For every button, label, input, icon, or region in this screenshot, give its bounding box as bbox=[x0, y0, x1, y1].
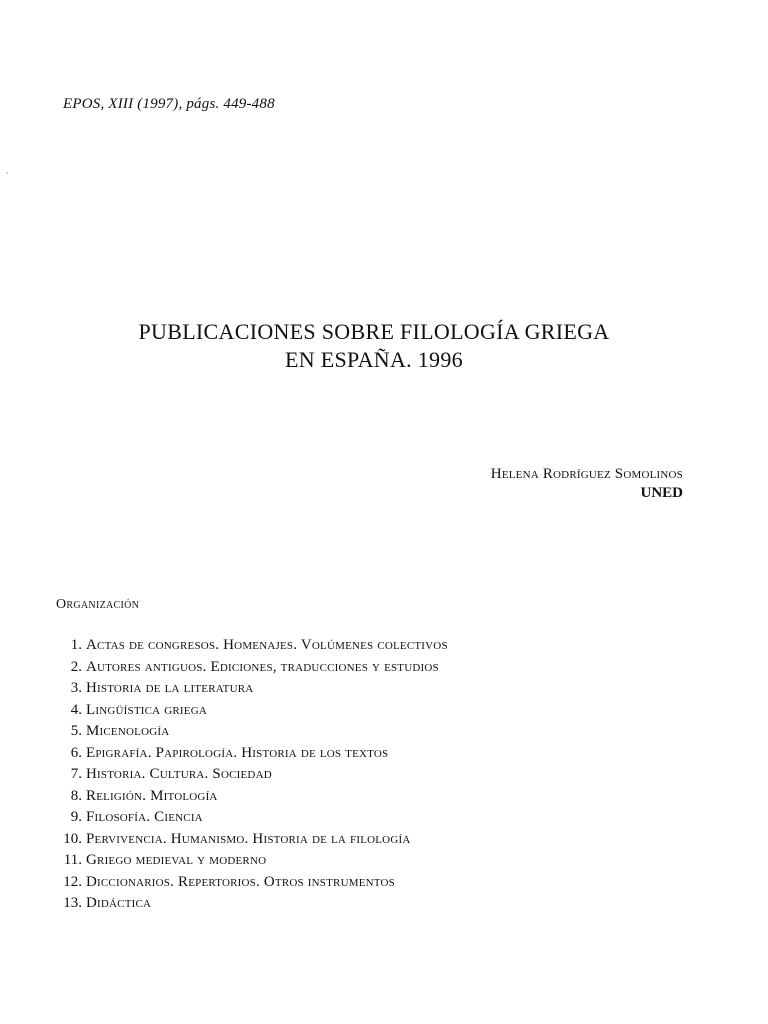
toc-item-number: 1. bbox=[70, 637, 82, 653]
author-name: Helena Rodríguez Somolinos bbox=[490, 466, 683, 482]
author-affiliation: UNED bbox=[640, 485, 683, 501]
toc-item-number: 2. bbox=[70, 658, 82, 675]
toc-item bbox=[50, 786, 448, 808]
toc-item-number: 13. bbox=[63, 895, 82, 911]
table-of-contents bbox=[50, 635, 448, 915]
toc-item bbox=[50, 764, 448, 786]
toc-item-label: Pervivencia. Humanismo. Historia de la filología bbox=[86, 830, 411, 847]
journal-citation: EPOS, XIII (1997), págs. 449-488 bbox=[63, 96, 275, 112]
toc-item-label: Autores antiguos. Ediciones, traducciones y estudios bbox=[86, 658, 439, 675]
section-heading: Organización bbox=[56, 597, 140, 612]
scan-speck bbox=[6, 172, 8, 174]
toc-item bbox=[50, 850, 448, 872]
toc-item-label: Lingüística griega bbox=[86, 701, 208, 718]
toc-item bbox=[50, 700, 448, 722]
toc-item bbox=[50, 678, 448, 700]
toc-item-number: 5. bbox=[70, 723, 82, 739]
toc-item-label: Griego medieval y moderno bbox=[86, 852, 267, 868]
toc-item bbox=[50, 721, 448, 743]
toc-item bbox=[50, 743, 448, 765]
toc-item-label: Historia de la literatura bbox=[86, 680, 254, 696]
toc-item-number: 11. bbox=[63, 852, 82, 868]
toc-item-number: 10. bbox=[63, 830, 82, 847]
toc-item-number: 7. bbox=[70, 766, 82, 782]
toc-item-label: Diccionarios. Repertorios. Otros instrumentos bbox=[86, 873, 395, 890]
toc-item bbox=[50, 829, 448, 851]
toc-item bbox=[50, 635, 448, 657]
toc-item-number: 8. bbox=[70, 787, 82, 804]
toc-item-number: 4. bbox=[70, 701, 82, 718]
title-line-2: EN ESPAÑA. 1996 bbox=[285, 347, 463, 372]
toc-item bbox=[50, 807, 448, 829]
toc-item bbox=[50, 657, 448, 679]
toc-item-label: Religión. Mitología bbox=[86, 787, 218, 804]
toc-item-number: 6. bbox=[70, 744, 82, 761]
toc-item-number: 9. bbox=[70, 809, 82, 825]
article-title bbox=[0, 318, 748, 374]
toc-item bbox=[50, 893, 448, 915]
toc-item bbox=[50, 872, 448, 894]
title-line-1: PUBLICACIONES SOBRE FILOLOGÍA GRIEGA bbox=[138, 319, 610, 344]
toc-item-label: Actas de congresos. Homenajes. Volúmenes colectivos bbox=[86, 637, 448, 653]
toc-item-label: Epigrafía. Papirología. Historia de los textos bbox=[86, 744, 389, 761]
toc-item-number: 12. bbox=[63, 873, 82, 890]
toc-item-number: 3. bbox=[70, 680, 82, 696]
author-block bbox=[491, 465, 683, 503]
toc-item-label: Filosofía. Ciencia bbox=[86, 809, 203, 825]
toc-item-label: Micenología bbox=[86, 723, 170, 739]
toc-item-label: Historia. Cultura. Sociedad bbox=[86, 766, 272, 782]
toc-item-label: Didáctica bbox=[86, 895, 152, 911]
